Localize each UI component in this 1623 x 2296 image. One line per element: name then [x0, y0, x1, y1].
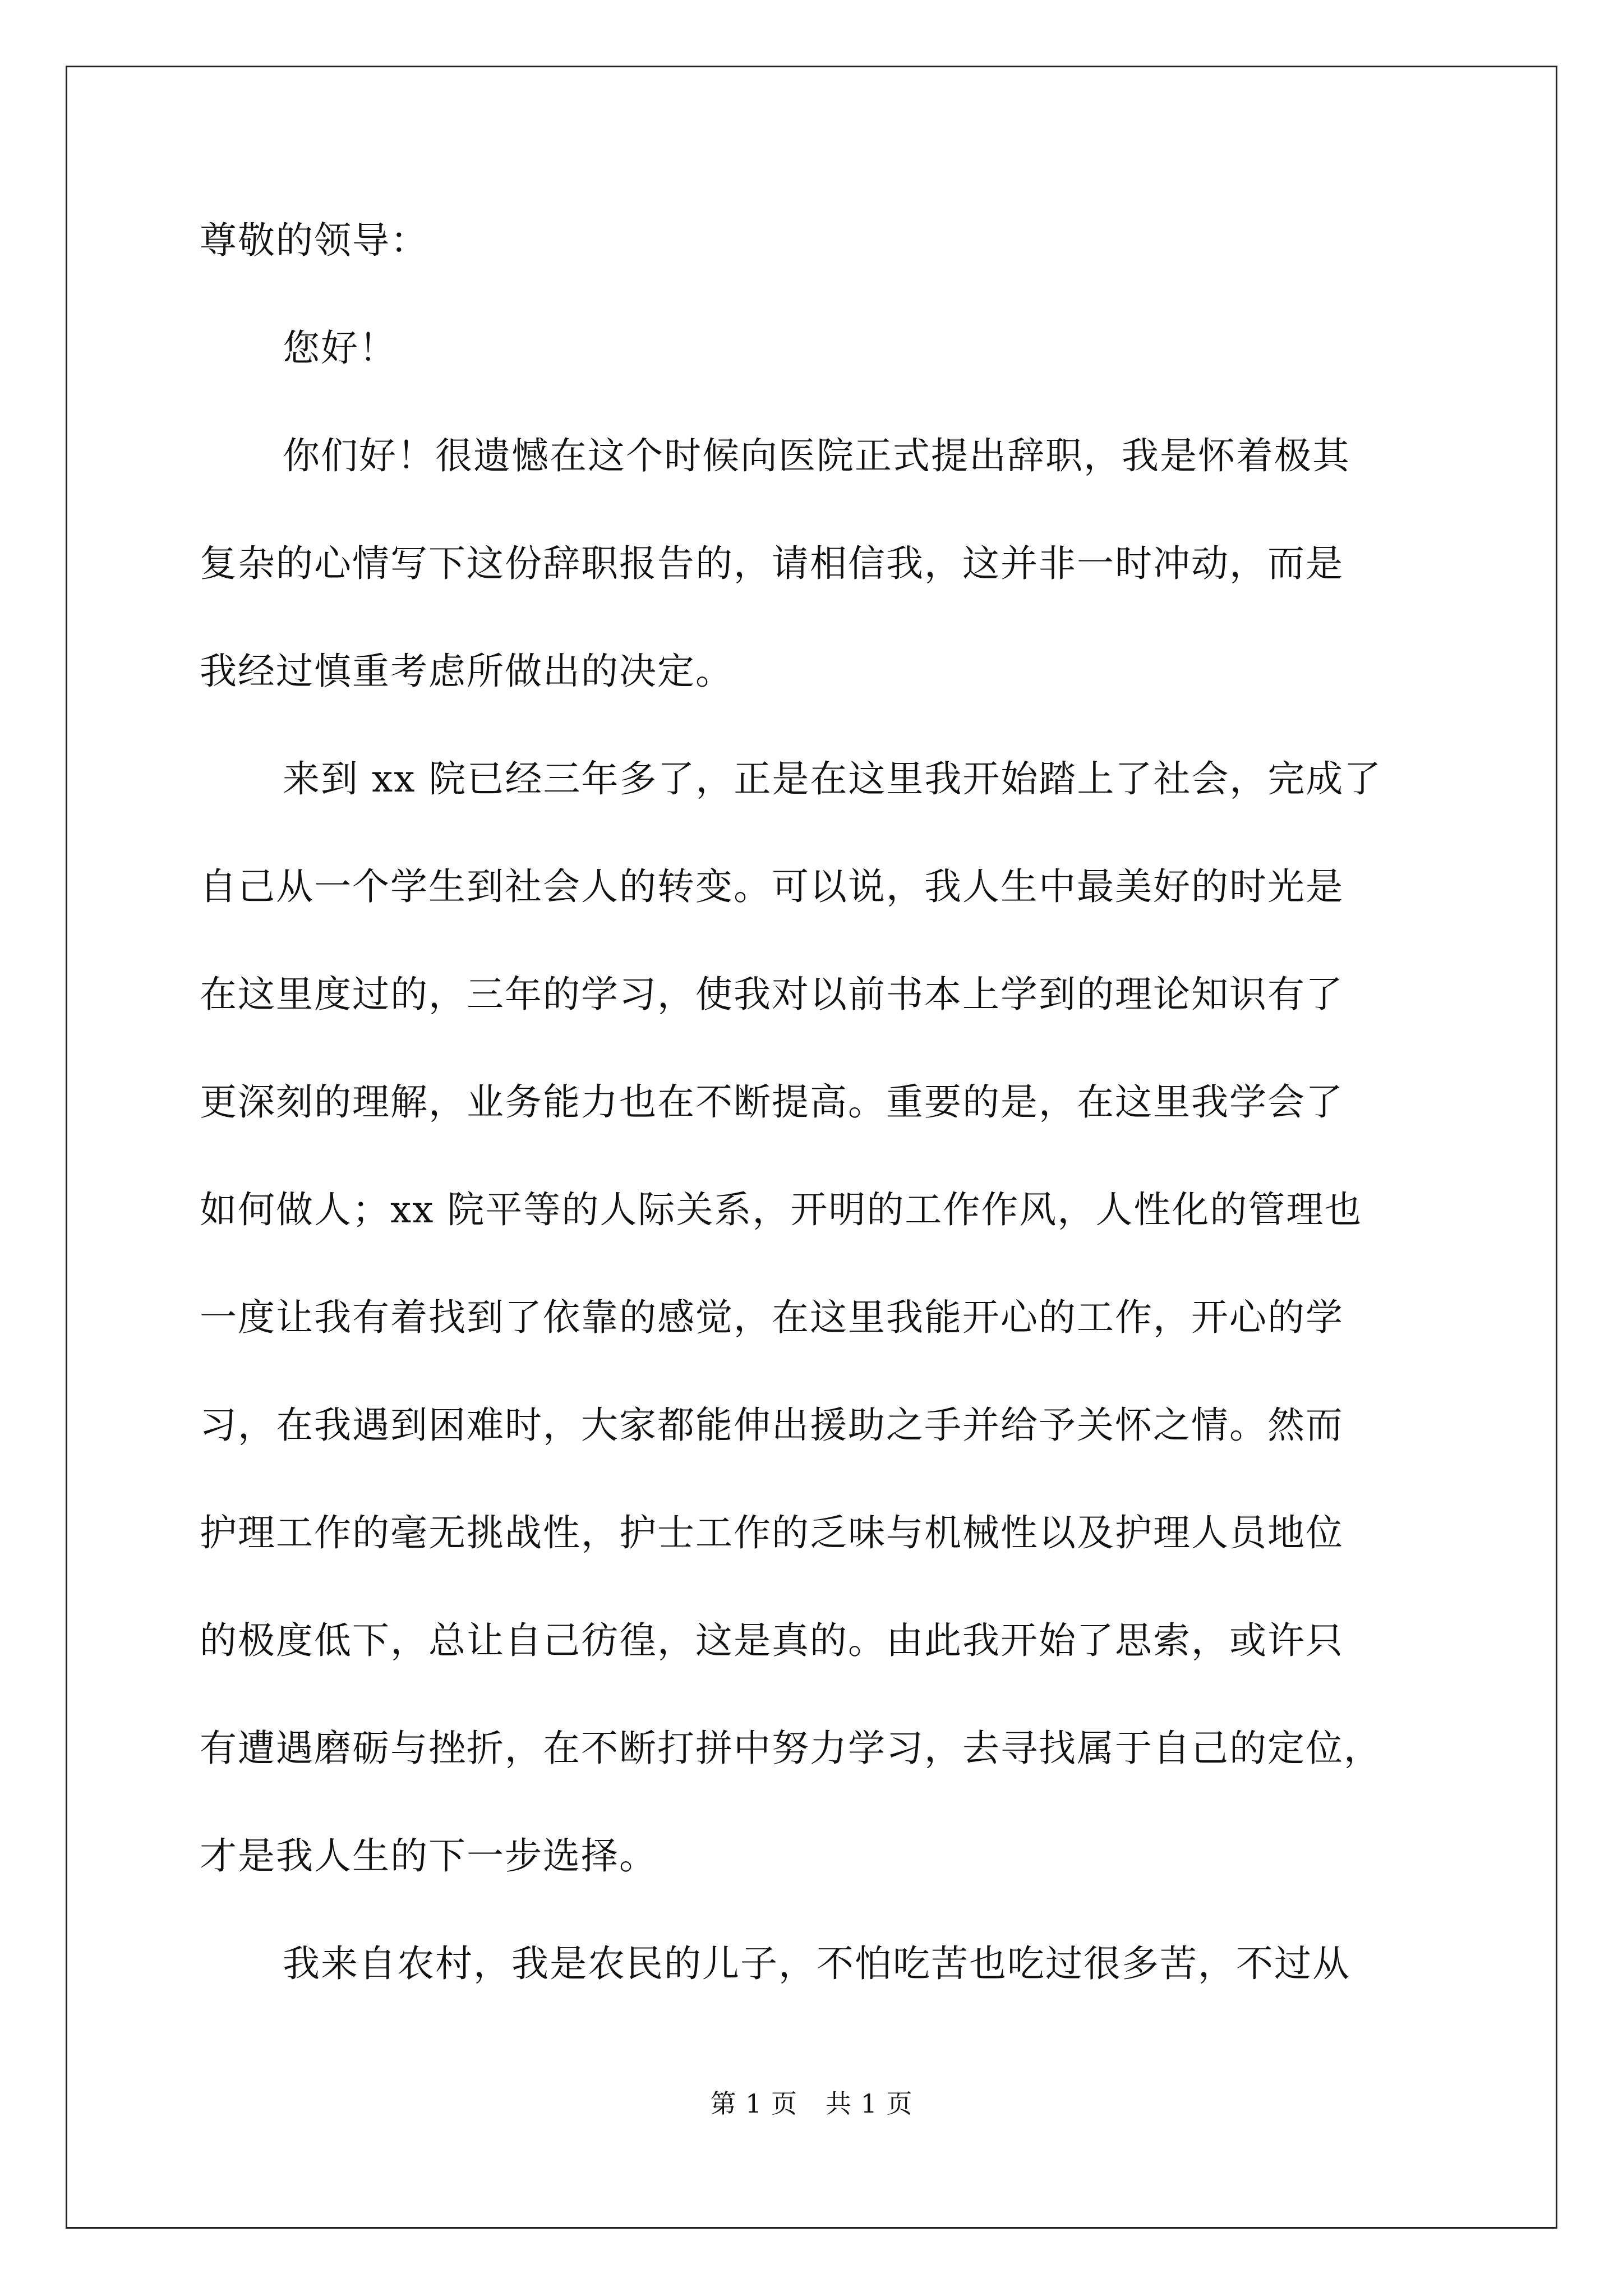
- paragraph-2-line-1: 来到 xx 院已经三年多了，正是在这里我开始踏上了社会，完成了: [283, 757, 1382, 800]
- paragraph-2-line-10: 有遭遇磨砺与挫折，在不断打拼中努力学习，去寻找属于自己的定位，: [200, 1727, 1382, 1770]
- paragraph-2-line-5: 如何做人；xx 院平等的人际关系，开明的工作作风，人性化的管理也: [200, 1188, 1363, 1231]
- page-number-total: 共 1 页: [826, 2088, 913, 2119]
- paragraph-2-line-7: 习，在我遇到困难时，大家都能伸出援助之手并给予关怀之情。然而: [200, 1404, 1344, 1447]
- paragraph-2-line-4: 更深刻的理解，业务能力也在不断提高。重要的是，在这里我学会了: [200, 1080, 1344, 1124]
- greeting: 您好！: [283, 326, 397, 370]
- paragraph-2-line-11: 才是我人生的下一步选择。: [200, 1834, 657, 1878]
- paragraph-3-line-1: 我来自农村，我是农民的儿子，不怕吃苦也吃过很多苦，不过从: [283, 1942, 1350, 1985]
- paragraph-2-line-8: 护理工作的毫无挑战性，护士工作的乏味与机械性以及护理人员地位: [200, 1511, 1344, 1554]
- page-number-current: 第 1 页: [710, 2088, 797, 2119]
- salutation: 尊敬的领导：: [200, 219, 428, 262]
- paragraph-1-line-2: 复杂的心情写下这份辞职报告的，请相信我，这并非一时冲动，而是: [200, 542, 1344, 585]
- page-footer: [0, 2087, 1623, 2120]
- paragraph-2-line-6: 一度让我有着找到了依靠的感觉，在这里我能开心的工作，开心的学: [200, 1296, 1344, 1339]
- paragraph-2-line-9: 的极度低下，总让自己彷徨，这是真的。由此我开始了思索，或许只: [200, 1619, 1344, 1662]
- paragraph-1-line-1: 你们好！很遗憾在这个时候向医院正式提出辞职，我是怀着极其: [283, 434, 1350, 477]
- paragraph-2-line-3: 在这里度过的，三年的学习，使我对以前书本上学到的理论知识有了: [200, 973, 1344, 1016]
- paragraph-2-line-2: 自己从一个学生到社会人的转变。可以说，我人生中最美好的时光是: [200, 865, 1344, 908]
- letter-body: [200, 213, 1433, 2044]
- paragraph-1-line-3: 我经过慎重考虑所做出的决定。: [200, 650, 734, 693]
